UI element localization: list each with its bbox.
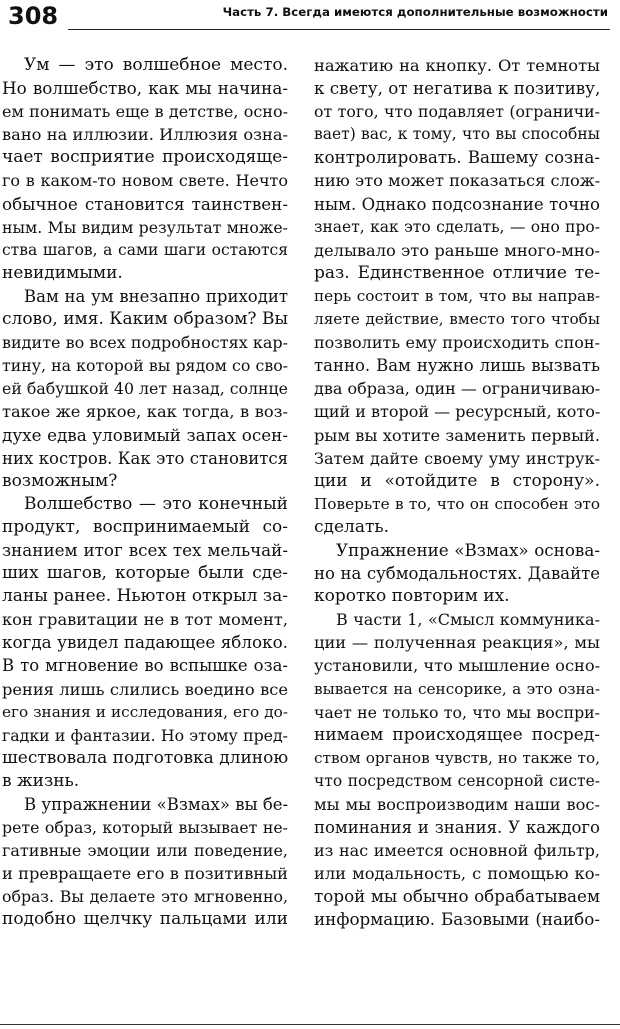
text-line: установили, что мышление осно-: [314, 656, 601, 676]
text-line: нию это может показаться слож-: [314, 171, 601, 191]
text-line: из нас имеется основной фильтр,: [314, 841, 600, 861]
text-line: нажатию на кнопку. От темноты: [314, 56, 600, 75]
text-line: гадки и фантазии. Но этому пред-: [2, 725, 288, 745]
header-rule: [68, 29, 610, 30]
text-line: контролировать. Вашему созна-: [314, 147, 600, 168]
text-line: или модальность, с помощью ко-: [314, 864, 600, 884]
text-line: его знания и исследования, его до-: [2, 702, 288, 721]
text-line: перь состоит в том, что вы направ-: [314, 286, 600, 305]
text-line: обычное становится таинствен-: [2, 193, 288, 214]
text-line: ции и «отойдите в сторону».: [314, 470, 600, 491]
left-column: [2, 54, 288, 932]
text-line: щий и второй — ресурсный, кото-: [314, 402, 601, 422]
text-line: раз. Единственное отличие те-: [314, 262, 600, 283]
text-line: когда увидел падающее яблоко.: [2, 632, 288, 653]
text-line: продукт, воспринимаемый со-: [2, 516, 288, 537]
text-line: В упражнении «Взмах» вы бе-: [24, 795, 289, 814]
text-line: тину, на которой вы рядом со сво-: [2, 356, 288, 376]
text-line: слово, имя. Каким образом? Вы: [2, 309, 288, 330]
text-line: торой мы обычно обрабатываем: [314, 886, 600, 907]
text-line: ших шагов, которые были сде-: [2, 563, 288, 584]
text-line: чает не только то, что мы воспри-: [314, 702, 600, 722]
text-line: ством органов чувств, но также то,: [314, 748, 600, 767]
page-number: 308: [8, 2, 59, 30]
text-line: вывается на сенсорике, а это озна-: [314, 679, 600, 698]
running-head: Часть 7. Всегда имеются дополнительные возможности: [222, 5, 608, 19]
text-line: и превращаете его в позитивный: [2, 864, 288, 884]
text-line: шествовала подготовка длиною: [2, 747, 289, 768]
text-line: сделать.: [314, 516, 390, 537]
text-line: образ. Вы делаете это мгновенно,: [2, 887, 288, 907]
text-line: чает восприятие происходяще-: [2, 147, 288, 168]
text-line: ляете действие, вместо того чтобы: [314, 310, 600, 329]
text-line: вано на иллюзии. Иллюзия озна-: [2, 125, 288, 145]
text-line: информацию. Базовыми (наибо-: [314, 909, 600, 930]
text-line: гативные эмоции или поведение,: [2, 841, 288, 861]
text-line: ства шагов, а сами шаги остаются: [2, 240, 288, 259]
text-line: них костров. Как это становится: [2, 448, 288, 468]
text-line: Упражнение «Взмах» основа-: [336, 539, 600, 560]
text-line: нимаем происходящее посред-: [314, 724, 600, 745]
text-line: ции — полученная реакция», мы: [314, 633, 600, 653]
text-line: два образа, один — ограничиваю-: [314, 379, 601, 399]
text-line: Но волшебство, как мы начина-: [2, 78, 288, 99]
text-line: Затем дайте своему уму инструк-: [314, 448, 600, 468]
text-line: ным. Мы видим результат множе-: [2, 217, 288, 237]
text-line: ланы ранее. Ньютон открыл за-: [2, 586, 288, 607]
text-line: рете образ, который вызывает не-: [2, 818, 288, 838]
right-column: [314, 54, 600, 932]
text-line: ей бабушкой 40 лет назад, солнце: [2, 379, 288, 399]
text-line: коротко повторим их.: [314, 586, 510, 607]
text-line: такое же яркое, как тогда, в воз-: [2, 402, 288, 422]
text-line: ным. Однако подсознание точно: [314, 194, 600, 214]
text-line: кон гравитации не в тот момент,: [2, 610, 288, 630]
text-line: вает) вас, к тому, что вы способны: [314, 125, 600, 144]
text-line: го в каком-то новом свете. Нечто: [2, 171, 288, 191]
text-line: к свету, от негатива к позитиву,: [314, 78, 601, 99]
text-line: Ум — это волшебное место.: [24, 55, 288, 75]
text-line: мы мы воспроизводим наши вос-: [314, 795, 600, 814]
text-line: делывало это раньше много-мно-: [314, 240, 600, 260]
page-header: [8, 0, 612, 40]
text-line: невидимыми.: [2, 262, 123, 283]
text-line: подобно щелчку пальцами или: [2, 909, 288, 930]
text-line: Поверьте в то, что он способен это: [314, 494, 600, 513]
text-line: В части 1, «Смысл коммуника-: [336, 610, 600, 630]
text-line: позволить ему происходить спон-: [314, 333, 600, 353]
footer-rule: [0, 1024, 620, 1025]
text-line: от того, что подавляет (ограничи-: [314, 102, 600, 122]
text-line: Волшебство — это конечный: [24, 493, 288, 514]
text-line: в жизнь.: [2, 770, 80, 791]
text-line: духе едва уловимый запах осен-: [2, 424, 288, 445]
text-line: ем понимать еще в детстве, осно-: [2, 102, 288, 122]
text-line: но на субмодальностях. Давайте: [314, 564, 600, 584]
text-line: возможным?: [2, 470, 118, 491]
text-line: танно. Вам нужно лишь вызвать: [314, 356, 600, 376]
text-line: поминания и знания. У каждого: [314, 818, 600, 838]
text-line: видите во всех подробностях кар-: [2, 333, 289, 353]
text-line: рения лишь слились воедино все: [2, 679, 288, 699]
text-line: знанием итог всех тех мельчай-: [2, 539, 288, 560]
text-line: что посредством сенсорной систе-: [314, 771, 600, 790]
text-line: рым вы хотите заменить первый.: [314, 425, 600, 445]
text-line: В то мгновение во вспышке оза-: [2, 656, 288, 676]
text-line: знает, как это сделать, — оно про-: [314, 217, 600, 236]
text-line: Вам на ум внезапно приходит: [24, 286, 288, 306]
